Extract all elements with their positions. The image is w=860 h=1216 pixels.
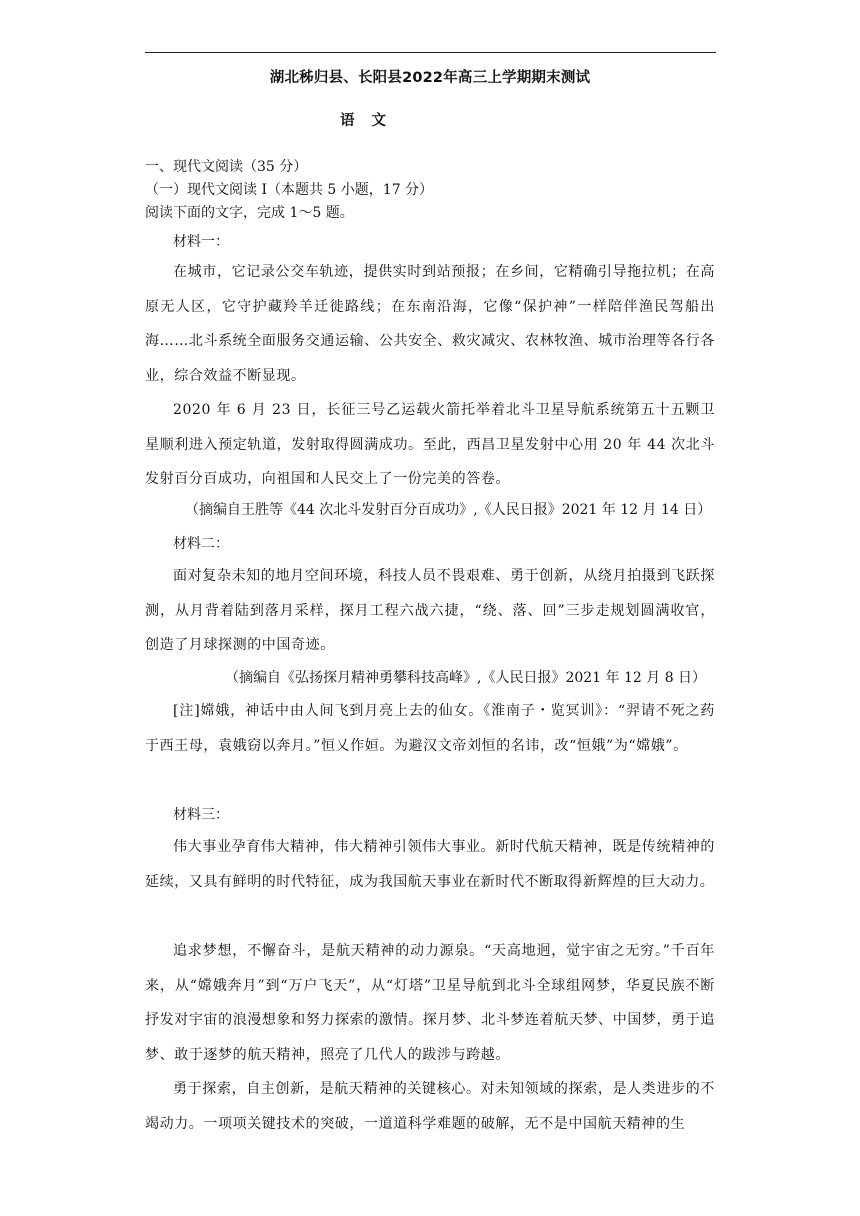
material-1-paragraph-1: 在城市，它记录公交车轨迹，提供实时到站预报；在乡间，它精确引导拖拉机；在高原无人区，它守护藏羚羊迁徙路线；在东南沿海，它像“保护神”一样陪伴渔民驾船出海……北斗系统全面服务交通运输、公共安全、救灾减灾、农林牧渔、城市治理等各行各业，综合效益不断显现。 [145, 264, 715, 384]
material-2-paragraph-1: 面对复杂未知的地月空间环境，科技人员不畏艰难、勇于创新，从绕月拍摄到飞跃探测，从月背着陆到落月采样，探月工程六战六捷，“绕、落、回”三步走规划圆满收官，创造了月球探测的中国奇迹。 [145, 568, 715, 653]
material-3-paragraph-1: 伟大事业孕育伟大精神，伟大精神引领伟大事业。新时代航天精神，既是传统精神的延续，又具有鲜明的时代特征，成为我国航天事业在新时代不断取得新辉煌的巨大动力。 [145, 839, 715, 890]
instruction-text: 阅读下面的文字，完成 1～5 题。 [145, 205, 354, 221]
material-2-note: [注]嫦娥，神话中由人间飞到月亮上去的仙女。《淮南子・览冥训》：“羿请不死之药于西王母，袁娥窃以奔月。”恒乂作姮。为避汉文帝刘恒的名讳，改“恒娥”为“嫦娥”。 [145, 703, 715, 754]
sub-section-heading: （一）现代文阅读 I（本题共 5 小题，17 分） [145, 182, 434, 198]
material-1-source: （摘编自王胜等《44 次北斗发射百分百成功》,《人民日报》2021 年 12 月 14 日） [185, 502, 712, 518]
section-heading: 一、现代文阅读（35 分） [145, 159, 308, 175]
header-rule [145, 52, 716, 53]
subject-title: 语 文 [340, 113, 393, 129]
material-3-paragraph-2: 追求梦想，不懈奋斗，是航天精神的动力源泉。“天高地迥，觉宇宙之无穷。”千百年来，从“嫦娥奔月”到“万户飞天”，从“灯塔”卫星导航到北斗全球组网梦，华夏民族不断抒发对宇宙的浪漫想象和努力探索的激情。探月梦、北斗梦连着航天梦、中国梦，勇于追梦、敢于逐梦的航天精神，照亮了几代人的跋涉与跨越。 [145, 943, 715, 1063]
material-3-paragraph-3: 勇于探索，自主创新，是航天精神的关键核心。对未知领域的探索，是人类进步的不竭动力。一项项关键技术的突破，一道道科学难题的破解，无不是中国航天精神的生 [145, 1081, 715, 1132]
material-1-paragraph-2: 2020 年 6 月 23 日，长征三号乙运载火箭托举着北斗卫星导航系统第五十五颗卫星顺利进入预定轨道，发射取得圆满成功。至此，西昌卫星发射中心用 20 年 44 次北斗发射百分百成功，向祖国和人民交上了一份完美的答卷。 [145, 402, 715, 487]
material-3-label: 材料三： [173, 807, 229, 823]
material-2-source: （摘编自《弘扬探月精神勇攀科技高峰》,《人民日报》2021 年 12 月 8 日） [225, 670, 707, 686]
exam-title: 湖北秭归县、长阳县2022年高三上学期期末测试 [269, 70, 591, 86]
material-2-label: 材料二： [173, 536, 229, 552]
material-1-label: 材料一： [173, 234, 229, 250]
